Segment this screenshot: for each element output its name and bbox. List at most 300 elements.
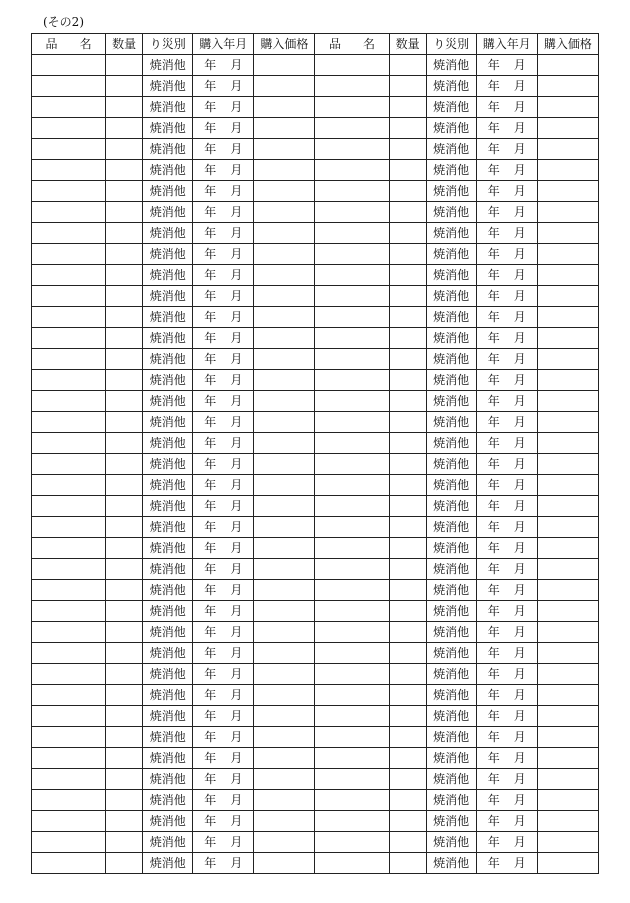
purchase-price-cell-left[interactable] [254, 538, 315, 559]
item-name-cell-left[interactable] [32, 55, 106, 76]
purchase-date-cell-right[interactable] [476, 265, 537, 286]
quantity-cell-left[interactable] [106, 223, 143, 244]
purchase-date-cell-right[interactable] [476, 370, 537, 391]
purchase-price-cell-right[interactable] [537, 328, 598, 349]
purchase-price-cell-left[interactable] [254, 664, 315, 685]
purchase-date-cell-right[interactable] [476, 727, 537, 748]
purchase-date-cell-right[interactable] [476, 559, 537, 580]
purchase-price-cell-left[interactable] [254, 181, 315, 202]
quantity-cell-right[interactable] [389, 391, 426, 412]
quantity-cell-right[interactable] [389, 412, 426, 433]
item-name-cell-right[interactable] [315, 517, 389, 538]
purchase-date-cell-left[interactable] [193, 55, 254, 76]
purchase-price-cell-left[interactable] [254, 97, 315, 118]
item-name-cell-right[interactable] [315, 748, 389, 769]
purchase-date-cell-right[interactable] [476, 76, 537, 97]
quantity-cell-right[interactable] [389, 769, 426, 790]
purchase-date-cell-right[interactable] [476, 748, 537, 769]
item-name-cell-right[interactable] [315, 181, 389, 202]
quantity-cell-left[interactable] [106, 601, 143, 622]
quantity-cell-right[interactable] [389, 811, 426, 832]
item-name-cell-right[interactable] [315, 790, 389, 811]
purchase-price-cell-left[interactable] [254, 139, 315, 160]
purchase-price-cell-left[interactable] [254, 307, 315, 328]
quantity-cell-right[interactable] [389, 244, 426, 265]
quantity-cell-right[interactable] [389, 685, 426, 706]
purchase-date-cell-right[interactable] [476, 580, 537, 601]
item-name-cell-left[interactable] [32, 97, 106, 118]
purchase-price-cell-left[interactable] [254, 370, 315, 391]
quantity-cell-left[interactable] [106, 97, 143, 118]
item-name-cell-right[interactable] [315, 706, 389, 727]
purchase-price-cell-left[interactable] [254, 265, 315, 286]
purchase-date-cell-right[interactable] [476, 307, 537, 328]
quantity-cell-left[interactable] [106, 391, 143, 412]
purchase-date-cell-right[interactable] [476, 412, 537, 433]
quantity-cell-right[interactable] [389, 853, 426, 874]
purchase-price-cell-left[interactable] [254, 622, 315, 643]
quantity-cell-left[interactable] [106, 286, 143, 307]
purchase-date-cell-left[interactable] [193, 286, 254, 307]
purchase-date-cell-right[interactable] [476, 643, 537, 664]
item-name-cell-right[interactable] [315, 811, 389, 832]
quantity-cell-right[interactable] [389, 496, 426, 517]
item-name-cell-right[interactable] [315, 160, 389, 181]
item-name-cell-left[interactable] [32, 160, 106, 181]
purchase-price-cell-left[interactable] [254, 328, 315, 349]
quantity-cell-left[interactable] [106, 76, 143, 97]
purchase-price-cell-right[interactable] [537, 622, 598, 643]
purchase-price-cell-right[interactable] [537, 181, 598, 202]
purchase-price-cell-left[interactable] [254, 853, 315, 874]
purchase-date-cell-right[interactable] [476, 853, 537, 874]
purchase-price-cell-left[interactable] [254, 202, 315, 223]
purchase-date-cell-left[interactable] [193, 244, 254, 265]
item-name-cell-right[interactable] [315, 244, 389, 265]
purchase-price-cell-right[interactable] [537, 790, 598, 811]
purchase-price-cell-right[interactable] [537, 244, 598, 265]
purchase-price-cell-left[interactable] [254, 118, 315, 139]
quantity-cell-left[interactable] [106, 412, 143, 433]
quantity-cell-left[interactable] [106, 664, 143, 685]
item-name-cell-left[interactable] [32, 244, 106, 265]
quantity-cell-right[interactable] [389, 55, 426, 76]
purchase-price-cell-left[interactable] [254, 349, 315, 370]
purchase-date-cell-left[interactable] [193, 601, 254, 622]
quantity-cell-left[interactable] [106, 475, 143, 496]
purchase-price-cell-left[interactable] [254, 790, 315, 811]
item-name-cell-right[interactable] [315, 391, 389, 412]
quantity-cell-left[interactable] [106, 790, 143, 811]
purchase-date-cell-left[interactable] [193, 454, 254, 475]
purchase-price-cell-right[interactable] [537, 118, 598, 139]
purchase-date-cell-left[interactable] [193, 370, 254, 391]
quantity-cell-left[interactable] [106, 370, 143, 391]
purchase-price-cell-left[interactable] [254, 727, 315, 748]
item-name-cell-right[interactable] [315, 559, 389, 580]
quantity-cell-left[interactable] [106, 160, 143, 181]
item-name-cell-left[interactable] [32, 118, 106, 139]
item-name-cell-left[interactable] [32, 622, 106, 643]
quantity-cell-left[interactable] [106, 538, 143, 559]
quantity-cell-left[interactable] [106, 853, 143, 874]
item-name-cell-left[interactable] [32, 76, 106, 97]
purchase-date-cell-left[interactable] [193, 223, 254, 244]
purchase-price-cell-right[interactable] [537, 769, 598, 790]
quantity-cell-right[interactable] [389, 832, 426, 853]
purchase-price-cell-left[interactable] [254, 391, 315, 412]
purchase-date-cell-left[interactable] [193, 559, 254, 580]
item-name-cell-right[interactable] [315, 97, 389, 118]
purchase-date-cell-right[interactable] [476, 685, 537, 706]
item-name-cell-left[interactable] [32, 727, 106, 748]
purchase-date-cell-left[interactable] [193, 328, 254, 349]
purchase-date-cell-right[interactable] [476, 622, 537, 643]
purchase-price-cell-right[interactable] [537, 202, 598, 223]
quantity-cell-right[interactable] [389, 265, 426, 286]
purchase-date-cell-left[interactable] [193, 118, 254, 139]
quantity-cell-right[interactable] [389, 118, 426, 139]
purchase-date-cell-left[interactable] [193, 580, 254, 601]
purchase-price-cell-left[interactable] [254, 454, 315, 475]
purchase-date-cell-right[interactable] [476, 538, 537, 559]
purchase-date-cell-right[interactable] [476, 181, 537, 202]
item-name-cell-right[interactable] [315, 139, 389, 160]
item-name-cell-right[interactable] [315, 433, 389, 454]
purchase-date-cell-left[interactable] [193, 97, 254, 118]
purchase-price-cell-left[interactable] [254, 160, 315, 181]
quantity-cell-left[interactable] [106, 244, 143, 265]
quantity-cell-right[interactable] [389, 538, 426, 559]
purchase-price-cell-right[interactable] [537, 748, 598, 769]
item-name-cell-left[interactable] [32, 580, 106, 601]
quantity-cell-left[interactable] [106, 118, 143, 139]
purchase-price-cell-left[interactable] [254, 76, 315, 97]
purchase-date-cell-left[interactable] [193, 496, 254, 517]
item-name-cell-right[interactable] [315, 769, 389, 790]
quantity-cell-right[interactable] [389, 160, 426, 181]
purchase-price-cell-right[interactable] [537, 139, 598, 160]
purchase-date-cell-right[interactable] [476, 97, 537, 118]
purchase-date-cell-left[interactable] [193, 832, 254, 853]
purchase-price-cell-right[interactable] [537, 538, 598, 559]
purchase-date-cell-right[interactable] [476, 496, 537, 517]
item-name-cell-left[interactable] [32, 769, 106, 790]
quantity-cell-left[interactable] [106, 769, 143, 790]
item-name-cell-left[interactable] [32, 223, 106, 244]
purchase-price-cell-right[interactable] [537, 643, 598, 664]
quantity-cell-left[interactable] [106, 622, 143, 643]
purchase-date-cell-left[interactable] [193, 643, 254, 664]
item-name-cell-left[interactable] [32, 328, 106, 349]
purchase-price-cell-right[interactable] [537, 265, 598, 286]
item-name-cell-left[interactable] [32, 706, 106, 727]
quantity-cell-right[interactable] [389, 223, 426, 244]
quantity-cell-right[interactable] [389, 580, 426, 601]
quantity-cell-left[interactable] [106, 748, 143, 769]
quantity-cell-left[interactable] [106, 832, 143, 853]
item-name-cell-left[interactable] [32, 391, 106, 412]
purchase-date-cell-left[interactable] [193, 853, 254, 874]
purchase-price-cell-right[interactable] [537, 580, 598, 601]
item-name-cell-left[interactable] [32, 643, 106, 664]
purchase-date-cell-right[interactable] [476, 244, 537, 265]
purchase-date-cell-right[interactable] [476, 790, 537, 811]
quantity-cell-right[interactable] [389, 790, 426, 811]
item-name-cell-right[interactable] [315, 76, 389, 97]
purchase-date-cell-left[interactable] [193, 685, 254, 706]
purchase-date-cell-left[interactable] [193, 181, 254, 202]
quantity-cell-left[interactable] [106, 706, 143, 727]
purchase-date-cell-right[interactable] [476, 202, 537, 223]
purchase-date-cell-left[interactable] [193, 139, 254, 160]
purchase-price-cell-left[interactable] [254, 55, 315, 76]
item-name-cell-left[interactable] [32, 685, 106, 706]
purchase-date-cell-right[interactable] [476, 601, 537, 622]
item-name-cell-left[interactable] [32, 433, 106, 454]
purchase-date-cell-left[interactable] [193, 790, 254, 811]
purchase-price-cell-left[interactable] [254, 706, 315, 727]
purchase-date-cell-right[interactable] [476, 811, 537, 832]
item-name-cell-left[interactable] [32, 286, 106, 307]
item-name-cell-left[interactable] [32, 517, 106, 538]
quantity-cell-left[interactable] [106, 559, 143, 580]
purchase-price-cell-right[interactable] [537, 496, 598, 517]
quantity-cell-right[interactable] [389, 349, 426, 370]
item-name-cell-left[interactable] [32, 454, 106, 475]
purchase-price-cell-left[interactable] [254, 685, 315, 706]
purchase-date-cell-left[interactable] [193, 307, 254, 328]
purchase-price-cell-right[interactable] [537, 223, 598, 244]
purchase-price-cell-left[interactable] [254, 286, 315, 307]
purchase-date-cell-left[interactable] [193, 391, 254, 412]
quantity-cell-right[interactable] [389, 328, 426, 349]
quantity-cell-left[interactable] [106, 139, 143, 160]
item-name-cell-right[interactable] [315, 454, 389, 475]
item-name-cell-right[interactable] [315, 328, 389, 349]
quantity-cell-right[interactable] [389, 307, 426, 328]
purchase-price-cell-right[interactable] [537, 307, 598, 328]
quantity-cell-left[interactable] [106, 181, 143, 202]
purchase-price-cell-right[interactable] [537, 685, 598, 706]
quantity-cell-right[interactable] [389, 454, 426, 475]
purchase-price-cell-right[interactable] [537, 55, 598, 76]
item-name-cell-right[interactable] [315, 223, 389, 244]
quantity-cell-right[interactable] [389, 727, 426, 748]
purchase-date-cell-right[interactable] [476, 517, 537, 538]
purchase-date-cell-right[interactable] [476, 118, 537, 139]
purchase-date-cell-left[interactable] [193, 349, 254, 370]
item-name-cell-right[interactable] [315, 664, 389, 685]
quantity-cell-right[interactable] [389, 181, 426, 202]
purchase-date-cell-left[interactable] [193, 475, 254, 496]
purchase-price-cell-right[interactable] [537, 853, 598, 874]
purchase-price-cell-right[interactable] [537, 454, 598, 475]
purchase-date-cell-left[interactable] [193, 160, 254, 181]
item-name-cell-left[interactable] [32, 559, 106, 580]
purchase-price-cell-left[interactable] [254, 601, 315, 622]
purchase-price-cell-left[interactable] [254, 412, 315, 433]
purchase-price-cell-left[interactable] [254, 433, 315, 454]
item-name-cell-left[interactable] [32, 139, 106, 160]
quantity-cell-left[interactable] [106, 454, 143, 475]
purchase-date-cell-left[interactable] [193, 265, 254, 286]
item-name-cell-right[interactable] [315, 475, 389, 496]
item-name-cell-right[interactable] [315, 832, 389, 853]
item-name-cell-right[interactable] [315, 118, 389, 139]
quantity-cell-right[interactable] [389, 475, 426, 496]
purchase-price-cell-right[interactable] [537, 727, 598, 748]
purchase-price-cell-right[interactable] [537, 97, 598, 118]
item-name-cell-left[interactable] [32, 811, 106, 832]
purchase-price-cell-right[interactable] [537, 475, 598, 496]
item-name-cell-right[interactable] [315, 370, 389, 391]
purchase-date-cell-left[interactable] [193, 748, 254, 769]
purchase-date-cell-right[interactable] [476, 454, 537, 475]
purchase-price-cell-left[interactable] [254, 832, 315, 853]
quantity-cell-right[interactable] [389, 601, 426, 622]
purchase-date-cell-right[interactable] [476, 223, 537, 244]
quantity-cell-right[interactable] [389, 370, 426, 391]
purchase-price-cell-left[interactable] [254, 769, 315, 790]
item-name-cell-right[interactable] [315, 307, 389, 328]
item-name-cell-right[interactable] [315, 496, 389, 517]
quantity-cell-left[interactable] [106, 202, 143, 223]
item-name-cell-right[interactable] [315, 727, 389, 748]
purchase-price-cell-right[interactable] [537, 349, 598, 370]
purchase-price-cell-left[interactable] [254, 643, 315, 664]
quantity-cell-right[interactable] [389, 517, 426, 538]
purchase-date-cell-left[interactable] [193, 433, 254, 454]
item-name-cell-left[interactable] [32, 538, 106, 559]
item-name-cell-left[interactable] [32, 349, 106, 370]
item-name-cell-right[interactable] [315, 538, 389, 559]
quantity-cell-left[interactable] [106, 496, 143, 517]
quantity-cell-right[interactable] [389, 202, 426, 223]
purchase-date-cell-right[interactable] [476, 55, 537, 76]
item-name-cell-left[interactable] [32, 664, 106, 685]
item-name-cell-left[interactable] [32, 412, 106, 433]
item-name-cell-left[interactable] [32, 475, 106, 496]
item-name-cell-right[interactable] [315, 601, 389, 622]
item-name-cell-left[interactable] [32, 202, 106, 223]
purchase-date-cell-right[interactable] [476, 832, 537, 853]
quantity-cell-left[interactable] [106, 517, 143, 538]
purchase-price-cell-left[interactable] [254, 517, 315, 538]
purchase-price-cell-left[interactable] [254, 748, 315, 769]
item-name-cell-right[interactable] [315, 202, 389, 223]
purchase-date-cell-left[interactable] [193, 202, 254, 223]
purchase-date-cell-left[interactable] [193, 769, 254, 790]
purchase-price-cell-left[interactable] [254, 811, 315, 832]
purchase-price-cell-right[interactable] [537, 517, 598, 538]
purchase-date-cell-right[interactable] [476, 664, 537, 685]
purchase-date-cell-right[interactable] [476, 349, 537, 370]
quantity-cell-left[interactable] [106, 580, 143, 601]
purchase-date-cell-left[interactable] [193, 622, 254, 643]
purchase-date-cell-right[interactable] [476, 706, 537, 727]
purchase-price-cell-right[interactable] [537, 160, 598, 181]
purchase-price-cell-right[interactable] [537, 433, 598, 454]
quantity-cell-left[interactable] [106, 265, 143, 286]
purchase-date-cell-left[interactable] [193, 517, 254, 538]
item-name-cell-right[interactable] [315, 685, 389, 706]
purchase-price-cell-right[interactable] [537, 391, 598, 412]
purchase-date-cell-right[interactable] [476, 391, 537, 412]
purchase-price-cell-left[interactable] [254, 580, 315, 601]
purchase-date-cell-right[interactable] [476, 328, 537, 349]
purchase-price-cell-right[interactable] [537, 412, 598, 433]
quantity-cell-left[interactable] [106, 643, 143, 664]
item-name-cell-right[interactable] [315, 853, 389, 874]
quantity-cell-left[interactable] [106, 55, 143, 76]
item-name-cell-left[interactable] [32, 601, 106, 622]
quantity-cell-right[interactable] [389, 139, 426, 160]
purchase-date-cell-left[interactable] [193, 706, 254, 727]
purchase-date-cell-right[interactable] [476, 433, 537, 454]
purchase-date-cell-left[interactable] [193, 538, 254, 559]
quantity-cell-right[interactable] [389, 76, 426, 97]
purchase-date-cell-right[interactable] [476, 769, 537, 790]
purchase-price-cell-left[interactable] [254, 496, 315, 517]
item-name-cell-left[interactable] [32, 853, 106, 874]
item-name-cell-left[interactable] [32, 748, 106, 769]
quantity-cell-right[interactable] [389, 433, 426, 454]
purchase-date-cell-left[interactable] [193, 412, 254, 433]
item-name-cell-right[interactable] [315, 265, 389, 286]
item-name-cell-left[interactable] [32, 265, 106, 286]
item-name-cell-right[interactable] [315, 622, 389, 643]
purchase-date-cell-left[interactable] [193, 811, 254, 832]
quantity-cell-right[interactable] [389, 559, 426, 580]
item-name-cell-left[interactable] [32, 496, 106, 517]
item-name-cell-right[interactable] [315, 55, 389, 76]
purchase-price-cell-right[interactable] [537, 601, 598, 622]
purchase-date-cell-right[interactable] [476, 475, 537, 496]
quantity-cell-right[interactable] [389, 97, 426, 118]
purchase-price-cell-right[interactable] [537, 832, 598, 853]
item-name-cell-right[interactable] [315, 580, 389, 601]
purchase-price-cell-right[interactable] [537, 286, 598, 307]
item-name-cell-right[interactable] [315, 412, 389, 433]
quantity-cell-left[interactable] [106, 307, 143, 328]
quantity-cell-left[interactable] [106, 727, 143, 748]
quantity-cell-right[interactable] [389, 622, 426, 643]
item-name-cell-left[interactable] [32, 790, 106, 811]
item-name-cell-left[interactable] [32, 181, 106, 202]
purchase-price-cell-right[interactable] [537, 664, 598, 685]
purchase-date-cell-left[interactable] [193, 727, 254, 748]
purchase-price-cell-right[interactable] [537, 706, 598, 727]
purchase-price-cell-left[interactable] [254, 244, 315, 265]
item-name-cell-left[interactable] [32, 307, 106, 328]
quantity-cell-right[interactable] [389, 664, 426, 685]
quantity-cell-left[interactable] [106, 349, 143, 370]
purchase-date-cell-left[interactable] [193, 664, 254, 685]
purchase-date-cell-right[interactable] [476, 139, 537, 160]
quantity-cell-left[interactable] [106, 433, 143, 454]
quantity-cell-right[interactable] [389, 643, 426, 664]
purchase-date-cell-left[interactable] [193, 76, 254, 97]
purchase-date-cell-right[interactable] [476, 286, 537, 307]
item-name-cell-right[interactable] [315, 349, 389, 370]
quantity-cell-left[interactable] [106, 328, 143, 349]
quantity-cell-left[interactable] [106, 685, 143, 706]
purchase-price-cell-right[interactable] [537, 76, 598, 97]
item-name-cell-right[interactable] [315, 286, 389, 307]
item-name-cell-left[interactable] [32, 832, 106, 853]
purchase-price-cell-right[interactable] [537, 559, 598, 580]
